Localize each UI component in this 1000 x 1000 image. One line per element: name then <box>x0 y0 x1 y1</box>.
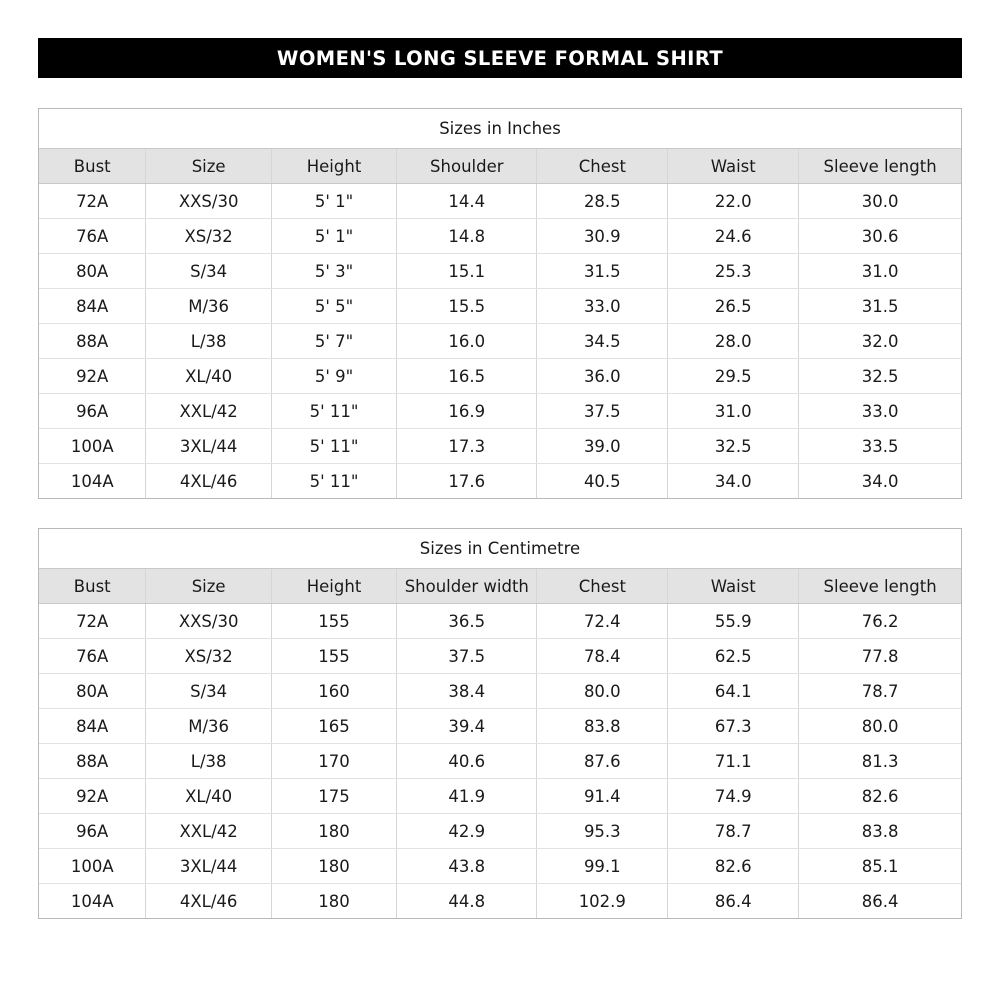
table-header-row <box>39 569 961 604</box>
cell-chest: 91.4 <box>537 779 668 814</box>
cell-height: 5' 7" <box>271 324 396 359</box>
cell-waist: 64.1 <box>668 674 799 709</box>
cell-waist: 32.5 <box>668 429 799 464</box>
cell-bust: 104A <box>39 464 146 499</box>
cell-sleeve-length: 85.1 <box>799 849 961 884</box>
cell-sleeve-length: 31.5 <box>799 289 961 324</box>
cell-waist: 71.1 <box>668 744 799 779</box>
cell-size: 3XL/44 <box>146 429 271 464</box>
cell-chest: 80.0 <box>537 674 668 709</box>
cell-sleeve-length: 77.8 <box>799 639 961 674</box>
cell-shoulder-width: 40.6 <box>397 744 537 779</box>
cell-size: XS/32 <box>146 219 271 254</box>
cell-height: 170 <box>271 744 396 779</box>
cell-shoulder: 14.4 <box>397 184 537 219</box>
cell-chest: 37.5 <box>537 394 668 429</box>
cell-shoulder-width: 41.9 <box>397 779 537 814</box>
table-row <box>39 849 961 884</box>
table-header-row <box>39 149 961 184</box>
table-row <box>39 779 961 814</box>
column-header-chest: Chest <box>537 149 668 184</box>
cell-height: 155 <box>271 639 396 674</box>
cell-sleeve-length: 76.2 <box>799 604 961 639</box>
cell-shoulder-width: 42.9 <box>397 814 537 849</box>
cell-sleeve-length: 32.0 <box>799 324 961 359</box>
cell-waist: 67.3 <box>668 709 799 744</box>
column-header-shoulder: Shoulder <box>397 149 537 184</box>
cell-height: 5' 5" <box>271 289 396 324</box>
cell-sleeve-length: 80.0 <box>799 709 961 744</box>
cell-waist: 55.9 <box>668 604 799 639</box>
cell-shoulder: 15.1 <box>397 254 537 289</box>
column-header-sleeve-length: Sleeve length <box>799 149 961 184</box>
table-row <box>39 814 961 849</box>
cell-shoulder: 14.8 <box>397 219 537 254</box>
cell-chest: 31.5 <box>537 254 668 289</box>
column-header-waist: Waist <box>668 569 799 604</box>
cell-chest: 40.5 <box>537 464 668 499</box>
cell-size: XL/40 <box>146 359 271 394</box>
cell-shoulder: 15.5 <box>397 289 537 324</box>
table-row <box>39 744 961 779</box>
table-row <box>39 429 961 464</box>
table-row <box>39 219 961 254</box>
cell-height: 160 <box>271 674 396 709</box>
cell-size: S/34 <box>146 674 271 709</box>
cell-waist: 86.4 <box>668 884 799 919</box>
cell-shoulder-width: 38.4 <box>397 674 537 709</box>
size-table-inches-block <box>38 108 962 499</box>
cell-sleeve-length: 78.7 <box>799 674 961 709</box>
cell-sleeve-length: 86.4 <box>861 891 899 911</box>
cell-sleeve-length: 33.0 <box>799 394 961 429</box>
table-row <box>39 289 961 324</box>
cell-sleeve-length: 34.0 <box>861 471 899 491</box>
cell-waist: 78.7 <box>668 814 799 849</box>
cell-bust: 80A <box>39 674 146 709</box>
cell-waist: 62.5 <box>668 639 799 674</box>
cell-sleeve-length: 82.6 <box>799 779 961 814</box>
cell-height: 180 <box>271 814 396 849</box>
cell-shoulder-width: 36.5 <box>397 604 537 639</box>
cell-bust: 100A <box>39 429 146 464</box>
column-header-height: Height <box>271 569 396 604</box>
cell-chest: 83.8 <box>537 709 668 744</box>
cell-bust: 76A <box>39 639 146 674</box>
cell-shoulder: 16.5 <box>397 359 537 394</box>
cell-bust: 92A <box>39 779 146 814</box>
column-header-sleeve-length: Sleeve length <box>799 569 961 604</box>
cell-waist: 31.0 <box>668 394 799 429</box>
cell-height: 5' 3" <box>271 254 396 289</box>
cell-bust: 96A <box>39 394 146 429</box>
cell-bust: 84A <box>39 289 146 324</box>
cell-size: L/38 <box>146 324 271 359</box>
cell-size: XXL/42 <box>146 814 271 849</box>
cell-size: 4XL/46 <box>146 884 271 919</box>
cell-bust: 100A <box>39 849 146 884</box>
size-table-inches <box>39 109 961 498</box>
cell-waist: 28.0 <box>668 324 799 359</box>
cell-shoulder: 16.0 <box>397 324 537 359</box>
cell-shoulder: 16.9 <box>397 394 537 429</box>
cell-bust: 88A <box>39 744 146 779</box>
cell-height: 165 <box>271 709 396 744</box>
cell-shoulder-width: 39.4 <box>397 709 537 744</box>
cell-waist: 26.5 <box>668 289 799 324</box>
cell-waist: 29.5 <box>668 359 799 394</box>
cell-sleeve-length: 33.5 <box>799 429 961 464</box>
table-row <box>39 359 961 394</box>
cell-chest: 30.9 <box>537 219 668 254</box>
cell-bust: 104A <box>39 884 146 919</box>
cell-height: 5' 11" <box>271 464 396 499</box>
cell-bust: 84A <box>39 709 146 744</box>
column-header-shoulder-width: Shoulder width <box>397 569 537 604</box>
cell-chest: 102.9 <box>537 884 668 919</box>
column-header-waist: Waist <box>668 149 799 184</box>
size-table-centimetre-block <box>38 528 962 919</box>
column-header-height: Height <box>271 149 396 184</box>
cell-size: 3XL/44 <box>146 849 271 884</box>
cell-chest: 36.0 <box>537 359 668 394</box>
size-table-centimetre <box>39 529 961 918</box>
table-row <box>39 884 961 919</box>
column-header-size: Size <box>146 149 271 184</box>
table-row <box>39 394 961 429</box>
cell-bust: 92A <box>39 359 146 394</box>
table-row <box>39 604 961 639</box>
cell-size: XXL/42 <box>146 394 271 429</box>
cell-size: XS/32 <box>146 639 271 674</box>
table-row <box>39 464 961 499</box>
cell-size: XXS/30 <box>146 604 271 639</box>
cell-chest: 95.3 <box>537 814 668 849</box>
column-header-bust: Bust <box>39 569 146 604</box>
cell-chest: 34.5 <box>537 324 668 359</box>
cell-size: 4XL/46 <box>146 464 271 499</box>
cell-shoulder: 17.6 <box>397 464 537 499</box>
cell-shoulder-width: 43.8 <box>397 849 537 884</box>
cell-size: M/36 <box>146 709 271 744</box>
cell-size: XXS/30 <box>146 184 271 219</box>
cell-waist: 24.6 <box>668 219 799 254</box>
cell-sleeve-length: 32.5 <box>799 359 961 394</box>
table-row <box>39 184 961 219</box>
cell-bust: 80A <box>39 254 146 289</box>
cell-chest: 87.6 <box>537 744 668 779</box>
cell-height: 175 <box>271 779 396 814</box>
table-caption-centimetre: Sizes in Centimetre <box>39 529 961 569</box>
cell-bust: 72A <box>39 604 146 639</box>
table-row <box>39 254 961 289</box>
cell-shoulder-width: 44.8 <box>397 884 537 919</box>
page-title-bar <box>38 38 962 78</box>
cell-size: L/38 <box>146 744 271 779</box>
cell-chest: 99.1 <box>537 849 668 884</box>
cell-chest: 72.4 <box>537 604 668 639</box>
cell-height: 5' 9" <box>271 359 396 394</box>
column-header-size: Size <box>146 569 271 604</box>
cell-height: 5' 1" <box>271 184 396 219</box>
cell-sleeve-length: 30.0 <box>799 184 961 219</box>
table-row <box>39 639 961 674</box>
cell-sleeve-length: 30.6 <box>799 219 961 254</box>
table-caption-inches: Sizes in Inches <box>39 109 961 149</box>
cell-height: 155 <box>271 604 396 639</box>
column-header-bust: Bust <box>39 149 146 184</box>
table-row <box>39 709 961 744</box>
cell-bust: 96A <box>39 814 146 849</box>
cell-waist: 25.3 <box>668 254 799 289</box>
cell-height: 180 <box>271 884 396 919</box>
cell-size: XL/40 <box>146 779 271 814</box>
cell-bust: 72A <box>39 184 146 219</box>
cell-height: 5' 11" <box>271 429 396 464</box>
table-row <box>39 674 961 709</box>
cell-chest: 33.0 <box>537 289 668 324</box>
cell-waist: 74.9 <box>668 779 799 814</box>
cell-sleeve-length: 81.3 <box>799 744 961 779</box>
cell-size: M/36 <box>146 289 271 324</box>
cell-height: 5' 1" <box>271 219 396 254</box>
cell-bust: 76A <box>39 219 146 254</box>
cell-height: 180 <box>271 849 396 884</box>
cell-sleeve-length: 83.8 <box>799 814 961 849</box>
cell-shoulder: 17.3 <box>397 429 537 464</box>
cell-size: S/34 <box>146 254 271 289</box>
cell-height: 5' 11" <box>271 394 396 429</box>
cell-chest: 39.0 <box>537 429 668 464</box>
cell-waist: 34.0 <box>668 464 799 499</box>
cell-chest: 78.4 <box>537 639 668 674</box>
page-title: WOMEN'S LONG SLEEVE FORMAL SHIRT <box>276 46 724 70</box>
cell-shoulder-width: 37.5 <box>397 639 537 674</box>
cell-waist: 22.0 <box>668 184 799 219</box>
cell-chest: 28.5 <box>537 184 668 219</box>
table-row <box>39 324 961 359</box>
cell-waist: 82.6 <box>668 849 799 884</box>
cell-bust: 88A <box>39 324 146 359</box>
column-header-chest: Chest <box>537 569 668 604</box>
cell-sleeve-length: 31.0 <box>799 254 961 289</box>
